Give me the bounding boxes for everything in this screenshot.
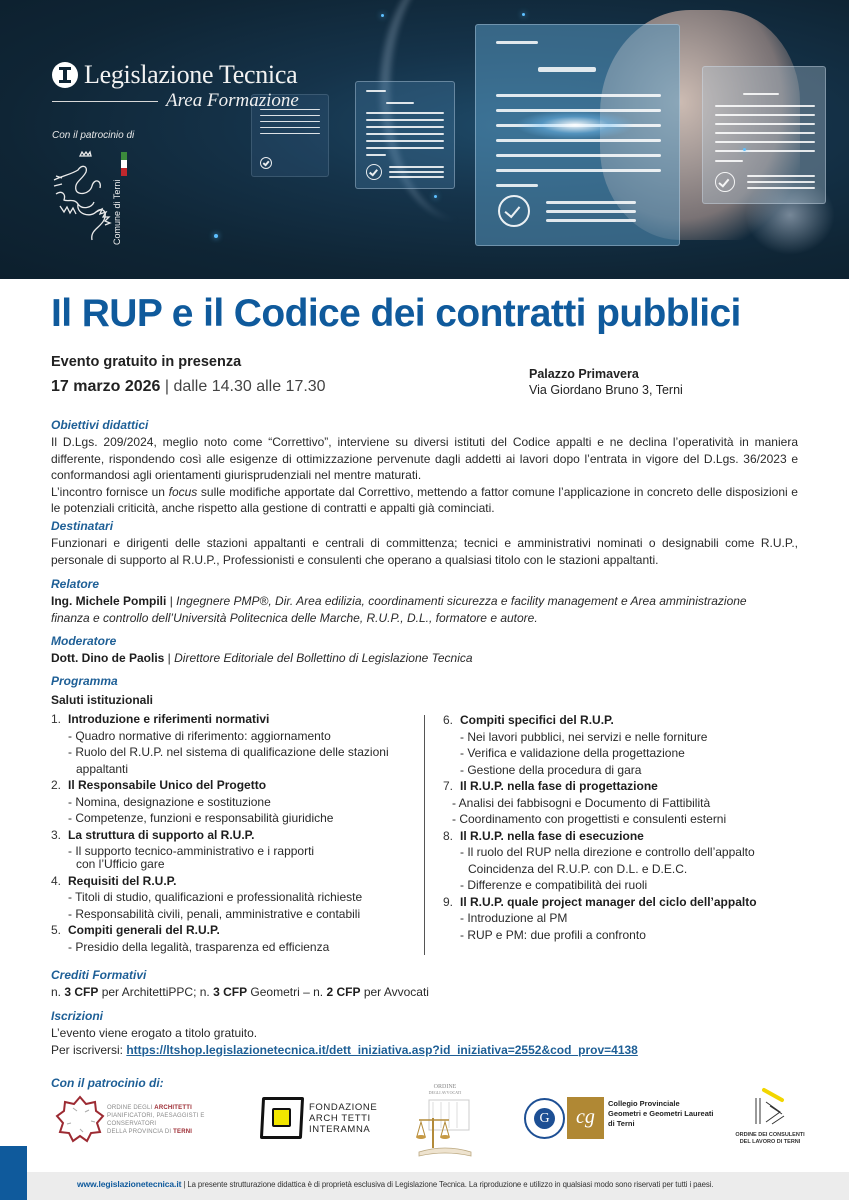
consulenti-text bbox=[730, 1132, 810, 1146]
text-span: INTERAMNA bbox=[309, 1124, 371, 1135]
text-span: L’incontro fornisce un bbox=[51, 484, 169, 499]
logo-consulenti-lavoro-terni bbox=[730, 1086, 810, 1146]
separator: | bbox=[181, 1180, 188, 1189]
footer-website-link[interactable]: www.legislazionetecnica.it bbox=[77, 1179, 182, 1189]
item-subpoint: - Nei lavori pubblici, nei servizi e nelle forniture bbox=[460, 729, 708, 744]
geometri-seal-icon bbox=[524, 1098, 565, 1139]
program-column-right bbox=[443, 712, 823, 943]
item-title: Il R.U.P. quale project manager del ciclo dell’appalto bbox=[460, 894, 757, 909]
moderator-info bbox=[51, 650, 798, 667]
item-subpoint: - Nomina, designazione e sostituzione bbox=[68, 794, 271, 809]
item-subpoint: - Gestione della procedura di gara bbox=[460, 762, 642, 777]
registration-label: Per iscriversi: bbox=[51, 1042, 127, 1057]
item-number: 8. bbox=[443, 828, 454, 843]
consulenti-chevron-icon bbox=[730, 1086, 810, 1132]
item-title: Introduzione e riferimenti normativi bbox=[68, 712, 270, 726]
architects-text bbox=[107, 1104, 235, 1136]
registration-heading: Iscrizioni bbox=[51, 1009, 104, 1023]
brand-logo bbox=[52, 60, 299, 112]
moderator-name: Dott. Dino de Paolis bbox=[51, 651, 165, 665]
document-graphic-middle bbox=[355, 81, 455, 189]
objectives-heading: Obiettivi didattici bbox=[51, 418, 149, 432]
event-date: 17 marzo 2026 bbox=[51, 378, 161, 395]
text-span: FONDAZIONE bbox=[309, 1102, 378, 1113]
item-subpoint: - Analisi dei fabbisogni e Documento di Fattibilità bbox=[452, 795, 711, 810]
text-span: per ArchitettiPPC; n. bbox=[98, 985, 214, 999]
item-title: Il Responsabile Unico del Progetto bbox=[68, 778, 267, 792]
speaker-role: Ingegnere PMP®, Dir. Area edilizia, coordinamenti sicurezza e facility management e Area amministrazione finanza e controllo dell’Università Politecnica delle Marche, R.U.P., D.L., formatore e autore. bbox=[51, 594, 747, 625]
item-title: Requisiti del R.U.P. bbox=[68, 873, 177, 888]
speaker-name: Ing. Michele Pompili bbox=[51, 594, 167, 608]
item-subpoint: - Verifica e validazione della progettazione bbox=[460, 746, 685, 760]
item-subpoint: appaltanti bbox=[76, 761, 129, 776]
item-subpoint: Coincidenza del R.U.P. con D.L. e D.E.C. bbox=[468, 861, 688, 876]
program-intro: Saluti istituzionali bbox=[51, 693, 154, 707]
sponsors-heading: Con il patrocinio di: bbox=[51, 1076, 164, 1090]
legislazione-tecnica-emblem-icon bbox=[52, 62, 78, 88]
credits-architects: 3 CFP bbox=[64, 985, 99, 999]
footer-text bbox=[77, 1179, 713, 1189]
geometri-text bbox=[608, 1099, 713, 1129]
text-span: TERNI bbox=[173, 1129, 193, 1135]
emphasis-text: focus bbox=[168, 484, 198, 499]
program-item bbox=[443, 778, 823, 828]
separator: | bbox=[160, 378, 174, 395]
program-item bbox=[51, 777, 421, 827]
logo-fondazione-architetti-interamna bbox=[261, 1095, 381, 1143]
item-number: 9. bbox=[443, 894, 454, 909]
program-item bbox=[51, 922, 421, 955]
item-number: 4. bbox=[51, 873, 62, 888]
item-title: Il R.U.P. nella fase di esecuzione bbox=[460, 828, 644, 843]
text-span: ORDINE DEGLI bbox=[107, 1105, 155, 1111]
text-span: PIANIFICATORI, PAESAGGISTI E CONSERVATORI bbox=[107, 1113, 205, 1127]
moderator-role: Direttore Editoriale del Bollettino di Legislazione Tecnica bbox=[174, 651, 473, 665]
credits-text bbox=[51, 984, 798, 1001]
audience-heading: Destinatari bbox=[51, 519, 114, 533]
event-venue bbox=[529, 366, 683, 398]
item-title: Il R.U.P. nella fase di progettazione bbox=[460, 779, 658, 793]
objectives-text bbox=[51, 434, 798, 517]
text-span: Geometri e Geometri Laureati bbox=[608, 1109, 714, 1118]
patronage-label: Con il patrocinio di bbox=[52, 130, 135, 141]
logo-ordine-avvocati-terni bbox=[415, 1080, 475, 1162]
text-span: ARCHITETTI bbox=[154, 1105, 192, 1111]
item-subpoint: - Coordinamento con progettisti e consulenti esterni bbox=[452, 812, 727, 826]
architects-star-icon bbox=[55, 1094, 105, 1144]
footer-accent-block bbox=[0, 1146, 27, 1200]
page-title: Il RUP e il Codice dei contratti pubblici bbox=[51, 292, 741, 335]
program-item bbox=[443, 894, 823, 944]
item-subpoint: - Responsabilità civili, penali, amministrative e contabili bbox=[68, 906, 361, 921]
registration-note: L’evento viene erogato a titolo gratuito. bbox=[51, 1026, 258, 1040]
venue-address: Via Giordano Bruno 3, Terni bbox=[529, 383, 683, 397]
spark-decoration bbox=[214, 234, 218, 238]
event-datetime bbox=[51, 378, 326, 396]
item-number: 3. bbox=[51, 827, 62, 842]
item-subpoint: - Differenze e compatibilità dei ruoli bbox=[460, 878, 648, 892]
cg-monogram-icon: cg bbox=[567, 1097, 604, 1139]
venue-name: Palazzo Primavera bbox=[529, 367, 639, 381]
text-span: ORDINE DEI CONSULENTI bbox=[735, 1132, 805, 1138]
text-span: Geometri – n. bbox=[247, 985, 327, 999]
light-flare-decoration bbox=[515, 110, 635, 140]
separator: | bbox=[164, 651, 175, 665]
text-span: DELLA PROVINCIA DI bbox=[107, 1129, 174, 1135]
item-subpoint: - RUP e PM: due profili a confronto bbox=[460, 927, 646, 942]
text-span: di Terni bbox=[608, 1119, 635, 1128]
item-subpoint: - Ruolo del R.U.P. nel sistema di qualificazione delle stazioni bbox=[68, 745, 389, 759]
item-subpoint: - Titoli di studio, qualificazioni e professionalità richieste bbox=[68, 890, 363, 904]
text-span: ARCH TETTI bbox=[309, 1113, 371, 1124]
fondazione-text bbox=[309, 1102, 377, 1135]
registration-link[interactable]: https://ltshop.legislazionetecnica.it/dett_iniziativa.asp?id_iniziativa=2552&cod_prov=4138 bbox=[126, 1042, 638, 1057]
speaker-info bbox=[51, 593, 781, 626]
objectives-paragraph-1: Il D.Lgs. 209/2024, meglio noto come “Correttivo”, interviene su diversi istituti del Codice appalti e ne declina l’operatività in maniera differente, rispondendo così alle esigenze di ottimizzazione pervenute dagli addetti ai lavori dopo l’entrata in vigore del D.Lgs. 36/2023 e conformandosi agli orientamenti giurisprudenziali nel mentre maturati. bbox=[51, 435, 798, 482]
item-subpoint: - Introduzione al PM bbox=[460, 911, 568, 925]
spark-decoration bbox=[434, 195, 437, 198]
comune-di-terni-label: Comune di Terni bbox=[112, 179, 122, 245]
item-title: La struttura di supporto al R.U.P. bbox=[68, 827, 255, 842]
event-type: Evento gratuito in presenza bbox=[51, 354, 242, 370]
item-title: Compiti specifici del R.U.P. bbox=[460, 713, 614, 727]
item-subpoint: - Il ruolo del RUP nella direzione e controllo dell’appalto bbox=[460, 845, 755, 859]
logo-collegio-geometri-terni bbox=[524, 1097, 714, 1141]
credits-heading: Crediti Formativi bbox=[51, 968, 147, 982]
program-item bbox=[51, 873, 421, 923]
program-heading: Programma bbox=[51, 674, 118, 688]
program-item bbox=[51, 711, 421, 777]
audience-text: Funzionari e dirigenti delle stazioni appaltanti e centrali di committenza; tecnici e amministrativi nominati o designabili come R.U.P., personale di supporto al R.U.P., Professionisti e consulenti che operano a qualsiasi titolo con le stazioni appaltanti. bbox=[51, 536, 798, 567]
separator: | bbox=[166, 594, 177, 608]
svg-text:ORDINE: ORDINE bbox=[433, 1084, 457, 1090]
item-number: 6. bbox=[443, 713, 454, 727]
item-number: 1. bbox=[51, 712, 62, 726]
registration-link-line bbox=[51, 1042, 798, 1059]
credits-surveyors: 3 CFP bbox=[213, 985, 248, 999]
program-item bbox=[51, 827, 421, 870]
program-item bbox=[443, 828, 823, 894]
item-title: Compiti generali del R.U.P. bbox=[68, 923, 220, 937]
spark-decoration bbox=[381, 14, 384, 17]
text-span: sulle modifiche apportate dal Correttivo, mettendo a fattor comune l’applicazione in concreto delle disposizioni e le potenziali criticità, anche rispetto alla gestione di contratti e appalti già cominciati. bbox=[51, 484, 798, 515]
item-subpoint: - Il supporto tecnico-amministrativo e i rapporti bbox=[68, 844, 315, 858]
document-graphic-right bbox=[702, 66, 826, 204]
moderator-heading: Moderatore bbox=[51, 634, 117, 648]
objectives-paragraph-2 bbox=[51, 484, 798, 517]
logo-ordine-architetti-terni bbox=[55, 1094, 235, 1144]
item-number: 5. bbox=[51, 923, 62, 937]
item-subpoint: con l’Ufficio gare bbox=[76, 856, 165, 871]
fondazione-yellow-square-icon bbox=[272, 1108, 291, 1127]
text-span: DEL LAVORO DI TERNI bbox=[739, 1139, 801, 1145]
item-number: 7. bbox=[443, 779, 454, 793]
program-column-left bbox=[51, 711, 421, 955]
column-divider bbox=[424, 715, 425, 955]
item-subpoint: - Quadro normative di riferimento: aggiornamento bbox=[68, 728, 331, 743]
svg-text:DEGLI AVVOCATI: DEGLI AVVOCATI bbox=[428, 1090, 462, 1095]
text-span: Collegio Provinciale bbox=[608, 1099, 680, 1108]
spark-decoration bbox=[522, 13, 525, 16]
footer-notice: La presente strutturazione didattica è di proprietà esclusiva di Legislazione Tecnica. La riproduzione e utilizzo in qualsiasi modo sono riservati per tutti i paesi. bbox=[187, 1180, 714, 1189]
text-span: per Avvocati bbox=[360, 985, 429, 999]
item-number: 2. bbox=[51, 778, 62, 792]
item-subpoint: - Competenze, funzioni e responsabilità giuridiche bbox=[68, 811, 334, 825]
item-subpoint: - Presidio della legalità, trasparenza ed efficienza bbox=[68, 939, 330, 954]
registration-text bbox=[51, 1025, 798, 1058]
scales-of-justice-icon bbox=[415, 1080, 475, 1162]
brand-subtitle: Area Formazione bbox=[166, 90, 299, 111]
speaker-heading: Relatore bbox=[51, 577, 100, 591]
program-item bbox=[443, 712, 823, 778]
credits-lawyers: 2 CFP bbox=[326, 985, 361, 999]
italian-flag-stripe bbox=[121, 152, 127, 176]
header-banner bbox=[0, 0, 849, 279]
spark-decoration bbox=[743, 148, 746, 151]
brand-divider bbox=[52, 101, 158, 102]
event-time: dalle 14.30 alle 17.30 bbox=[173, 378, 326, 395]
seal-letter: G bbox=[534, 1108, 555, 1129]
text-span: n. bbox=[51, 985, 65, 999]
brand-name: Legislazione Tecnica bbox=[84, 60, 298, 89]
